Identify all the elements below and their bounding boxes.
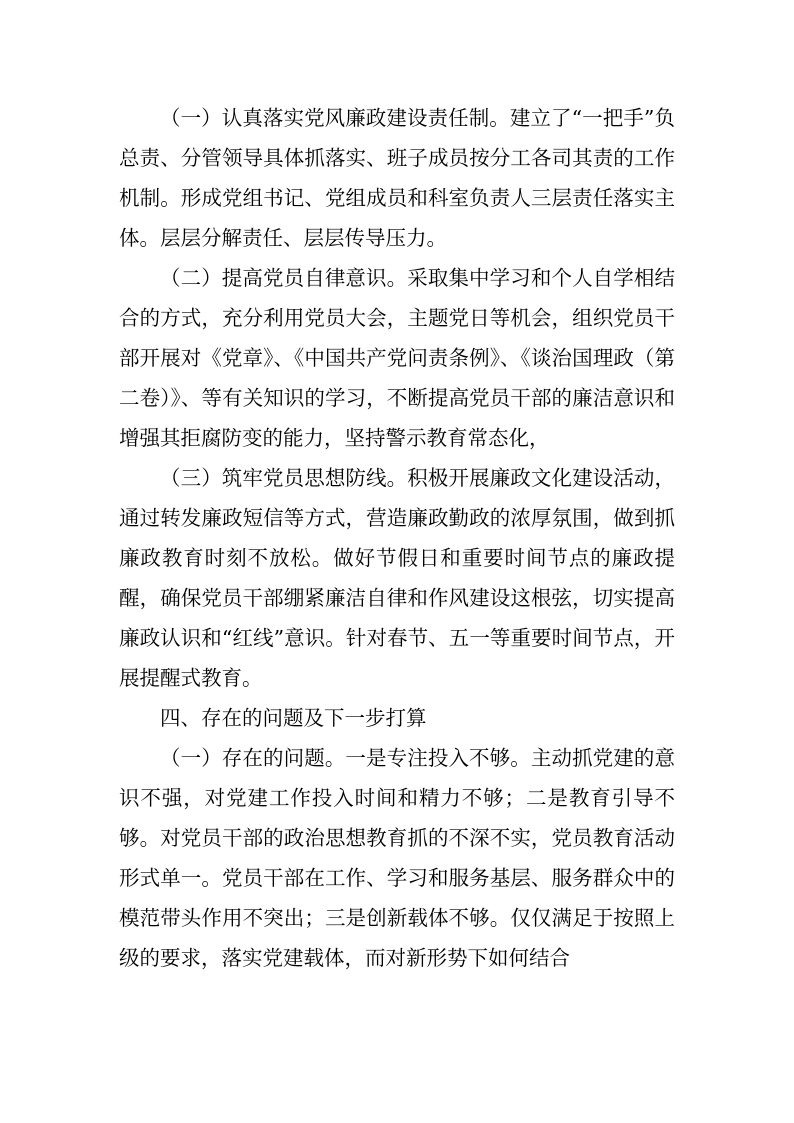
- paragraph-self-discipline: （二）提高党员自律意识。采取集中学习和个人自学相结合的方式，充分利用党员大会，主题党日等机会，组织党员干部开展对《党章》、《中国共产党问责条例》、《谈治国理政（第二卷）》、等有关知识的学习，不断提高党员干部的廉洁意识和增强其拒腐防变的能力，坚持警示教育常态化，: [119, 266, 675, 450]
- section-heading: 四、存在的问题及下一步打算: [160, 706, 427, 730]
- paragraph-existing-problems: （一）存在的问题。一是专注投入不够。主动抓党建的意识不强，对党建工作投入时间和精力不够；二是教育引导不够。对党员干部的政治思想教育抓的不深不实，党员教育活动形式单一。党员干部在工作、学习和服务基层、服务群众中的模范带头作用不突出；三是创新载体不够。仅仅满足于按照上级的要求，落实党建载体，而对新形势下如何结合: [119, 746, 675, 970]
- paragraph-ideological-defense: （三）筑牢党员思想防线。积极开展廉政文化建设活动，通过转发廉政短信等方式，营造廉政勤政的浓厚氛围，做到抓廉政教育时刻不放松。做好节假日和重要时间节点的廉政提醒，确保党员干部绷紧廉洁自律和作风建设这根弦，切实提高廉政认识和“红线”意识。针对春节、五一等重要时间节点，开展提醒式教育。: [119, 466, 675, 690]
- document-body: [119, 98, 675, 978]
- paragraph-responsibility-system: （一）认真落实党风廉政建设责任制。建立了“一把手”负总责、分管领导具体抓落实、班子成员按分工各司其责的工作机制。形成党组书记、党组成员和科室负责人三层责任落实主体。层层分解责任、层层传导压力。: [119, 106, 675, 250]
